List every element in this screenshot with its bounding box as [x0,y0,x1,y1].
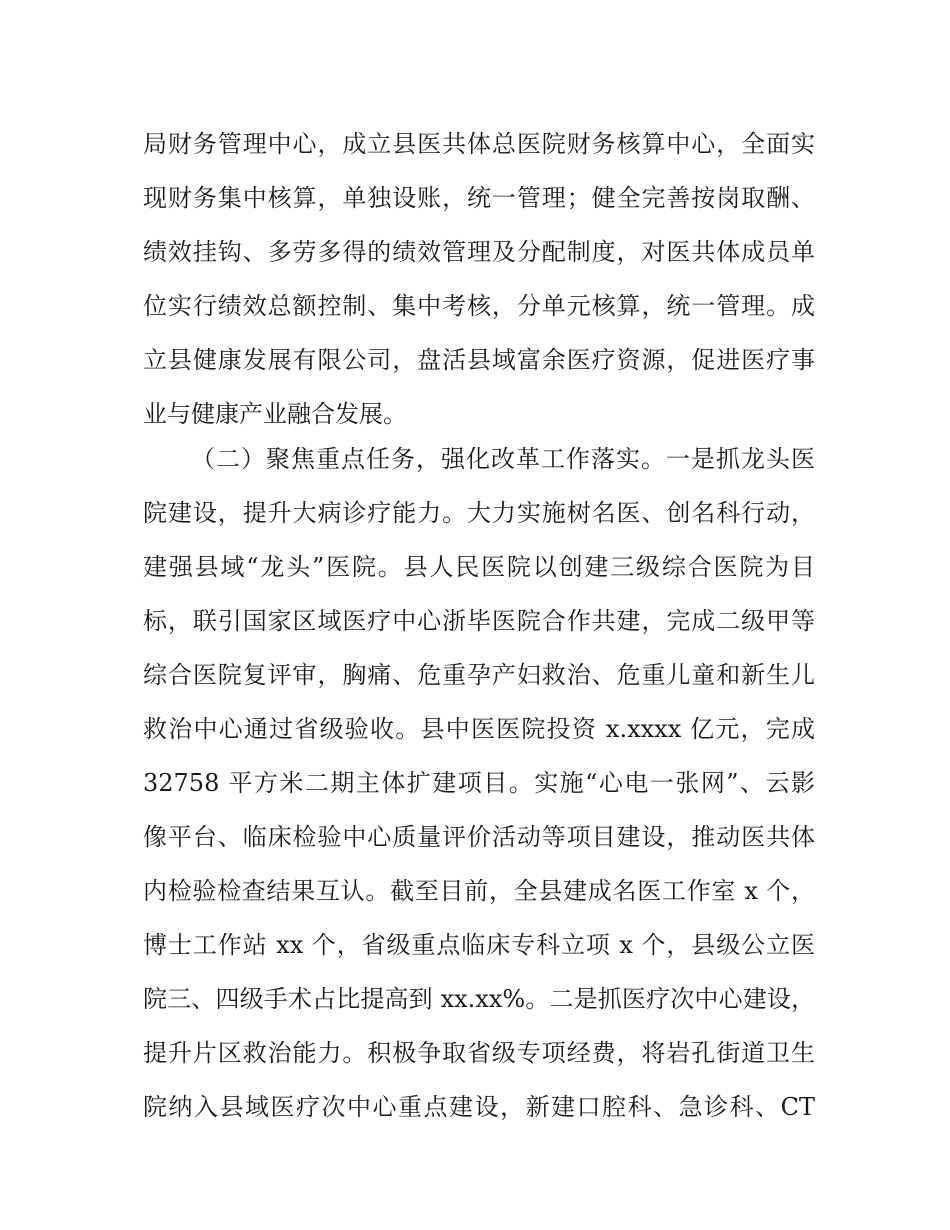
text-line: 位实行绩效总额控制、集中考核，分单元核算，统一管理。成 [143,292,815,320]
text-line: 业与健康产业融合发展。 [143,400,407,428]
text-line: 建强县域“龙头”医院。县人民医院以创建三级综合医院为目 [143,553,815,581]
text-line: 院纳入县域医疗次中心重点建设，新建口腔科、急诊科、CT [143,1093,815,1121]
text-line: （二）聚焦重点任务，强化改革工作落实。一是抓龙头医 [191,445,815,473]
text-line: 院三、四级手术占比提高到 xx.xx%。二是抓医疗次中心建设， [143,985,815,1013]
text-line: 立县健康发展有限公司，盘活县域富余医疗资源，促进医疗事 [143,346,815,374]
text-line: 32758 平方米二期主体扩建项目。实施“心电一张网”、云影 [143,769,815,797]
text-line: 提升片区救治能力。积极争取省级专项经费，将岩孔街道卫生 [143,1039,815,1067]
text-line: 像平台、临床检验中心质量评价活动等项目建设，推动医共体 [143,823,815,851]
text-line: 局财务管理中心，成立县医共体总医院财务核算中心，全面实 [143,130,815,158]
paragraph-key-tasks [143,432,815,1134]
text-line: 综合医院复评审，胸痛、危重孕产妇救治、危重儿童和新生儿 [143,661,815,689]
text-line: 绩效挂钩、多劳多得的绩效管理及分配制度，对医共体成员单 [143,238,815,266]
text-line: 现财务集中核算，单独设账，统一管理；健全完善按岗取酬、 [143,184,815,212]
text-line: 标，联引国家区域医疗中心浙毕医院合作共建，完成二级甲等 [143,607,815,635]
text-line: 救治中心通过省级验收。县中医医院投资 x.xxxx 亿元，完成 [143,715,815,743]
paragraph-finance-management [143,117,815,441]
text-line: 内检验检查结果互认。截至目前，全县建成名医工作室 x 个， [143,877,815,905]
text-line: 院建设，提升大病诊疗能力。大力实施树名医、创名科行动， [143,499,815,527]
text-line: 博士工作站 xx 个，省级重点临床专科立项 x 个，县级公立医 [143,931,815,959]
